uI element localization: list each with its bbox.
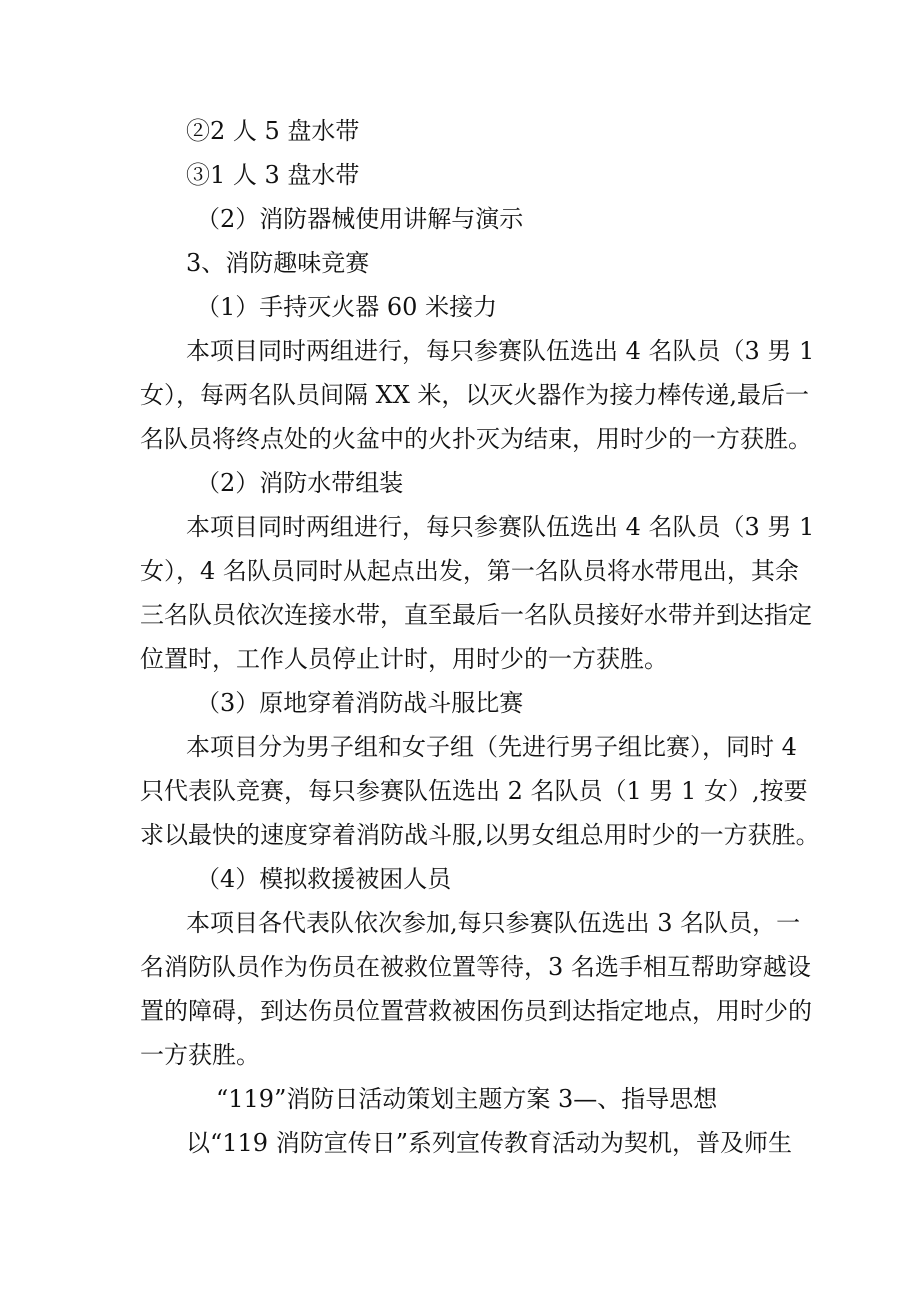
list-item-hose-1-person: ③1 人 3 盘水带 [186, 161, 360, 189]
subheading-extinguisher-relay: （1）手持灭火器 60 米接力 [196, 293, 498, 321]
paragraph-line: 女），4 名队员同时从起点出发，第一名队员将水带甩出，其余 [140, 557, 799, 585]
subheading-hose-assembly: （2）消防水带组装 [196, 469, 404, 497]
paragraph-line: 本项目同时两组进行，每只参赛队伍选出 4 名队员（3 男 1 [186, 513, 815, 541]
paragraph-line: 求以最快的速度穿着消防战斗服,以男女组总用时少的一方获胜。 [140, 821, 820, 849]
paragraph-line: 三名队员依次连接水带，直至最后一名队员接好水带并到达指定 [140, 601, 812, 629]
paragraph-line: 本项目同时两组进行，每只参赛队伍选出 4 名队员（3 男 1 [186, 337, 815, 365]
paragraph-line: 以“119 消防宣传日”系列宣传教育活动为契机，普及师生 [186, 1129, 792, 1157]
paragraph-line: 只代表队竞赛，每只参赛队伍选出 2 名队员（1 男 1 女）,按要 [140, 777, 808, 805]
list-item-hose-2-people: ②2 人 5 盘水带 [186, 117, 360, 145]
subheading-gear-dressing: （3）原地穿着消防战斗服比赛 [196, 689, 524, 717]
subheading-rescue-simulation: （4）模拟救援被困人员 [196, 865, 452, 893]
paragraph-line: 本项目各代表队依次参加,每只参赛队伍选出 3 名队员，一 [186, 909, 801, 937]
paragraph-line: 名队员将终点处的火盆中的火扑灭为结束，用时少的一方获胜。 [140, 425, 812, 453]
plan-3-heading: “119”消防日活动策划主题方案 3—、指导思想 [216, 1085, 718, 1113]
paragraph-line: 位置时，工作人员停止计时，用时少的一方获胜。 [140, 645, 668, 673]
paragraph-line: 一方获胜。 [140, 1041, 260, 1069]
paragraph-line: 女），每两名队员间隔 XX 米，以灭火器作为接力棒传递,最后一 [140, 381, 810, 409]
paragraph-line: 本项目分为男子组和女子组（先进行男子组比赛），同时 4 [186, 733, 797, 761]
paragraph-line: 置的障碍，到达伤员位置营救被困伤员到达指定地点，用时少的 [140, 997, 812, 1025]
subheading-equipment-demo: （2）消防器械使用讲解与演示 [196, 205, 524, 233]
section-heading-fun-competition: 3、消防趣味竞赛 [186, 249, 370, 277]
paragraph-line: 名消防队员作为伤员在被救位置等待，3 名选手相互帮助穿越设 [140, 953, 811, 981]
